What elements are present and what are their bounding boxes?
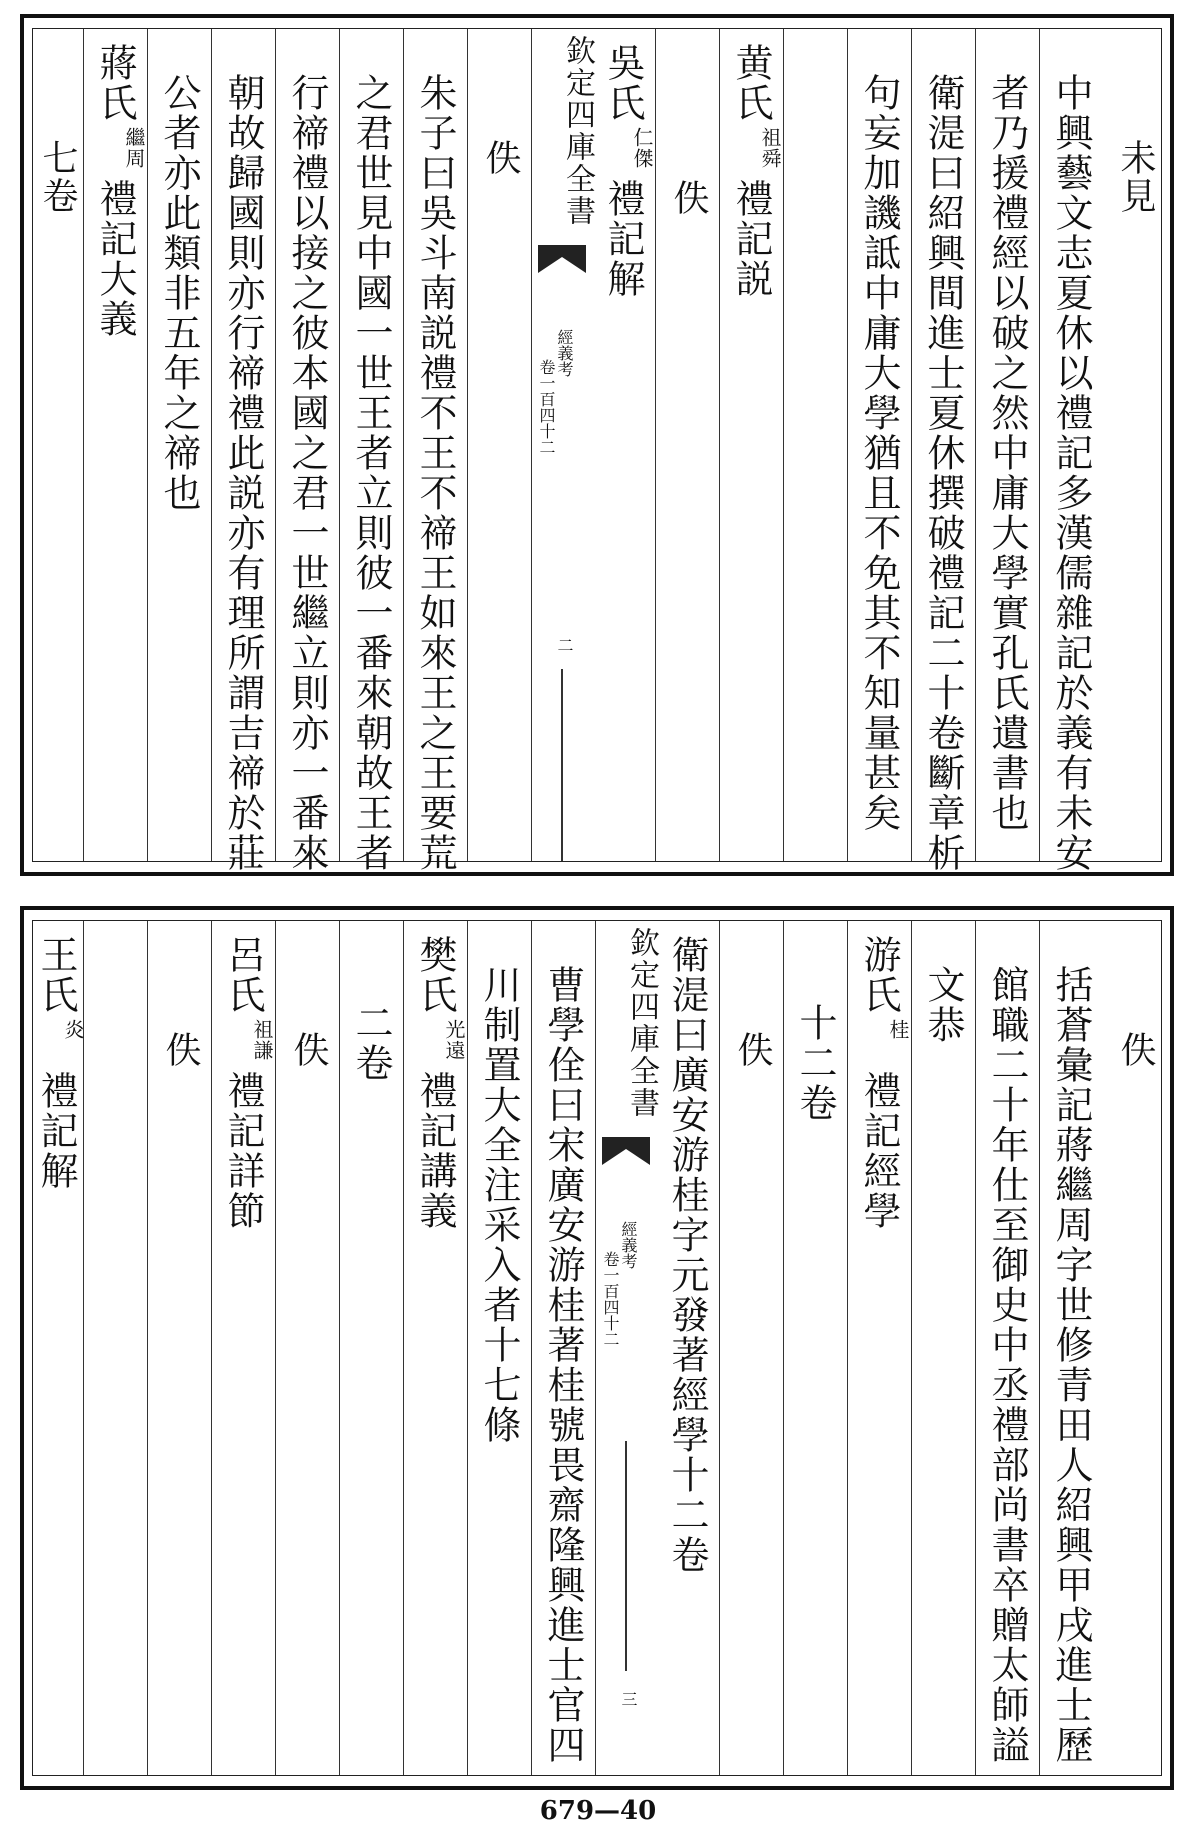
text-column: [211, 921, 276, 1775]
column-text: 衛湜曰紹興間進士夏休撰破禮記二十卷斷章析: [921, 73, 965, 873]
page-panel-top: [20, 14, 1174, 876]
spine-line: [625, 1441, 627, 1671]
entry-title: 禮記講義: [413, 1071, 457, 1231]
text-column: [847, 921, 912, 1775]
text-column: [33, 921, 83, 1775]
spine-title: 欽定四庫全書: [624, 927, 659, 1119]
text-column: [339, 921, 404, 1775]
column-text: 佚: [668, 179, 709, 217]
spine-line: [561, 669, 563, 861]
entry-given-name: 炎: [61, 1019, 85, 1040]
text-column: [339, 29, 404, 873]
text-column: [403, 29, 468, 873]
page-spine: [595, 921, 659, 1775]
column-text: 括蒼彙記蔣繼周字世修青田人紹興甲戌進士歷: [1049, 965, 1093, 1765]
panel-frame: [32, 920, 1162, 1776]
text-column: [147, 29, 212, 861]
spine-book-title: 經義考: [555, 329, 574, 377]
column-text: 川制置大全注采入者十七條: [477, 965, 521, 1445]
column-text: 佚: [288, 1031, 329, 1069]
column-text: 二卷: [349, 1003, 393, 1083]
text-column: [783, 921, 848, 1775]
text-column: [275, 29, 340, 873]
column-text: 館職二十年仕至御史中丞禮部尚書卒贈太師謚: [985, 965, 1029, 1765]
entry-given-name: 仁傑: [630, 127, 654, 169]
text-column: [655, 921, 720, 1775]
spine-page-number: 二: [555, 637, 574, 653]
text-column: [1039, 921, 1104, 1775]
entry-name: 樊氏: [413, 935, 457, 1015]
page-spine: [531, 29, 595, 861]
column-text: 未見: [1115, 139, 1156, 215]
entry-given-name: 繼周: [122, 127, 146, 169]
column-text: 佚: [480, 139, 521, 177]
entry-name: 黄氏: [729, 43, 773, 123]
column-text: 之君世見中國一世王者立則彼一番來朝故王者: [349, 73, 393, 873]
page-panel-bottom: [20, 906, 1174, 1790]
entry-name: 呂氏: [221, 935, 265, 1015]
entry-given-name: 光遠: [442, 1019, 466, 1061]
column-text: 朝故歸國則亦行禘禮此説亦有理所謂吉禘於莊: [221, 73, 265, 873]
text-column: [147, 921, 212, 1775]
text-column: [591, 29, 656, 861]
text-column: [783, 29, 848, 861]
fish-tail-mark: [602, 1137, 650, 1165]
text-column: [33, 29, 83, 861]
text-column: [531, 921, 596, 1775]
text-column: [911, 921, 976, 1775]
text-column: [975, 921, 1040, 1775]
column-text: 十二卷: [793, 1003, 837, 1123]
column-text: 文恭: [921, 965, 965, 1045]
column-text: 句妄加譏詆中庸大學猶且不免其不知量甚矣: [857, 73, 901, 833]
column-text: 朱子曰吳斗南説禮不王不禘王如來王之王要荒: [413, 73, 457, 873]
spine-page-number: 三: [619, 1691, 638, 1707]
text-column: [975, 29, 1040, 861]
text-column: [655, 29, 720, 861]
spine-chapter: 卷一百四十二: [537, 359, 556, 455]
text-column: [847, 29, 912, 861]
entry-name: 蔣氏: [93, 43, 137, 123]
entry-title: 禮記解: [601, 179, 645, 299]
column-text: 行禘禮以接之彼本國之君一世繼立則亦一番來: [285, 73, 329, 873]
column-text: 曹學佺曰宋廣安游桂著桂號畏齋隆興進士官四: [541, 965, 585, 1765]
text-column: [403, 921, 468, 1775]
column-text: 七卷: [37, 139, 78, 215]
entry-title: 禮記大義: [93, 179, 137, 339]
text-column: [719, 921, 784, 1775]
panel-frame: [32, 28, 1162, 873]
column-text: 佚: [1115, 1031, 1156, 1069]
text-column: [275, 921, 340, 1775]
entry-name: 吳氏: [601, 43, 645, 123]
entry-title: 禮記説: [729, 179, 773, 299]
text-column: [211, 29, 276, 873]
entry-title: 禮記經學: [857, 1071, 901, 1231]
entry-name: 游氏: [857, 935, 901, 1015]
column-text: 公者亦此類非五年之禘也: [157, 73, 201, 513]
fish-tail-mark: [538, 245, 586, 273]
page-number: 679—40: [539, 1796, 657, 1826]
column-text: 佚: [160, 1031, 201, 1069]
entry-given-name: 祖舜: [758, 127, 782, 169]
entry-given-name: 祖謙: [250, 1019, 274, 1061]
spine-book-title: 經義考: [619, 1221, 638, 1269]
spine-title: 欽定四庫全書: [560, 35, 595, 227]
column-text: 佚: [732, 1031, 773, 1069]
entry-name: 王氏: [34, 935, 78, 1015]
entry-given-name: 桂: [886, 1019, 910, 1040]
text-column: [1103, 29, 1167, 861]
entry-title: 禮記解: [34, 1071, 78, 1191]
text-column: [1039, 29, 1104, 873]
column-text: 者乃援禮經以破之然中庸大學實孔氏遺書也: [985, 73, 1029, 833]
column-text: 衛湜曰廣安游桂字元發著經學十二卷: [665, 935, 709, 1575]
text-column: [911, 29, 976, 873]
entry-title: 禮記詳節: [221, 1071, 265, 1231]
text-column: [83, 29, 148, 861]
spine-chapter: 卷一百四十二: [601, 1251, 620, 1347]
text-column: [719, 29, 784, 861]
column-text: 中興藝文志夏休以禮記多漢儒雜記於義有未安: [1049, 73, 1093, 873]
text-column: [467, 29, 532, 861]
text-column: [1103, 921, 1167, 1775]
text-column: [83, 921, 148, 1775]
text-column: [467, 921, 532, 1775]
